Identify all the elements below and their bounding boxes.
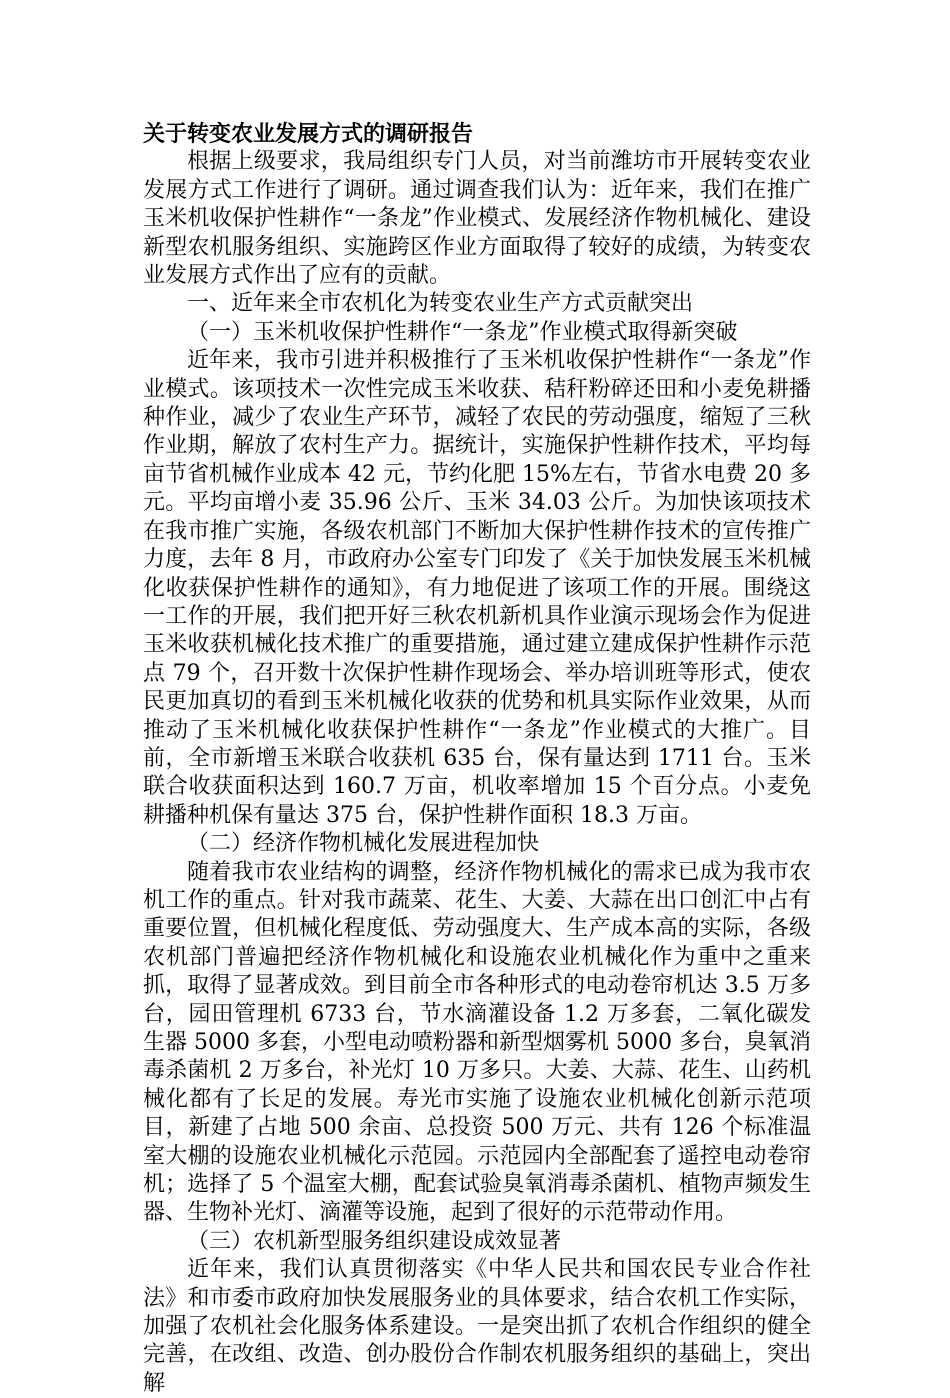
paragraph-intro: 根据上级要求，我局组织专门人员，对当前潍坊市开展转变农业发展方式工作进行了调研。通过调查我们认为：近年来，我们在推广玉米机收保护性耕作“一条龙”作业模式、发展经济作物机械化、建设新型农机服务组织、实施跨区作业方面取得了较好的成绩，为转变农业发展方式作出了应有的贡献。: [143, 149, 811, 289]
document-body: [143, 120, 811, 1398]
paragraph-service-organizations: 近年来，我们认真贯彻落实《中华人民共和国农民专业合作社法》和市委市政府加快发展服务业的具体要求，结合农机工作实际，加强了农机社会化服务体系建设。一是突出抓了农机合作组织的健全完善，在改组、改造、创办股份合作制农机服务组织的基础上，突出解: [143, 1257, 811, 1396]
subsection-heading-2: （二）经济作物机械化发展进程加快: [187, 831, 540, 857]
section-heading-1: 一、近年来全市农机化为转变农业生产方式贡献突出: [187, 291, 694, 317]
subsection-heading-3: （三）农机新型服务组织建设成效显著: [187, 1228, 562, 1254]
subsection-heading-1: （一）玉米机收保护性耕作“一条龙”作业模式取得新突破: [187, 319, 738, 345]
paragraph-corn-harvest: 近年来，我市引进并积极推行了玉米机收保护性耕作“一条龙”作业模式。该项技术一次性完成玉米收获、秸秆粉碎还田和小麦免耕播种作业，减少了农业生产环节，减轻了农民的劳动强度，缩短了三秋作业期，解放了农村生产力。据统计，实施保护性耕作技术，平均每亩节省机械作业成本 42 元，节约化肥 15%左右，节省水电费 20 多元。平均亩增小麦 35.96 公斤、玉米 34.03 公斤。为加快该项技术在我市推广实施，各级农机部门不断加大保护性耕作技术的宣传推广力度，去年 8 月，市政府办公室专门印发了《关于加快发展玉米机械化收获保护性耕作的通知》，有力地促进了该项工作的开展。围绕这一工作的开展，我们把开好三秋农机新机具作业演示现场会作为促进玉米收获机械化技术推广的重要措施，通过建立建成保护性耕作示范点 79 个，召开数十次保护性耕作现场会、举办培训班等形式，使农民更加真切的看到玉米机械化收获的优势和机具实际作业效果，从而推动了玉米机械化收获保护性耕作“一条龙”作业模式的大推广。目前，全市新增玉米联合收获机 635 台，保有量达到 1711 台。玉米联合收获面积达到 160.7 万亩，机收率增加 15 个百分点。小麦免耕播种机保有量达 375 台，保护性耕作面积 18.3 万亩。: [143, 348, 811, 828]
document-title: 关于转变农业发展方式的调研报告: [143, 121, 474, 147]
paragraph-cash-crops: 随着我市农业结构的调整，经济作物机械化的需求已成为我市农机工作的重点。针对我市蔬菜、花生、大姜、大蒜在出口创汇中占有重要位置，但机械化程度低、劳动强度大、生产成本高的实际，各级农机部门普遍把经济作物机械化和设施农业机械化作为重中之重来抓，取得了显著成效。到目前全市各种形式的电动卷帘机达 3.5 万多台，园田管理机 6733 台，节水滴灌设备 1.2 万多套，二氧化碳发生器 5000 多套，小型电动喷粉器和新型烟雾机 5000 多台，臭氧消毒杀菌机 2 万多台，补光灯 10 万多只。大姜、大蒜、花生、山药机械化都有了长足的发展。寿光市实施了设施农业机械化创新示范项目，新建了占地 500 余亩、总投资 500 万元、共有 126 个标准温室大棚的设施农业机械化示范园。示范园内全部配套了遥控电动卷帘机；选择了 5 个温室大棚，配套试验臭氧消毒杀菌机、植物声频发生器、生物补光灯、滴灌等设施，起到了很好的示范带动作用。: [143, 859, 811, 1226]
